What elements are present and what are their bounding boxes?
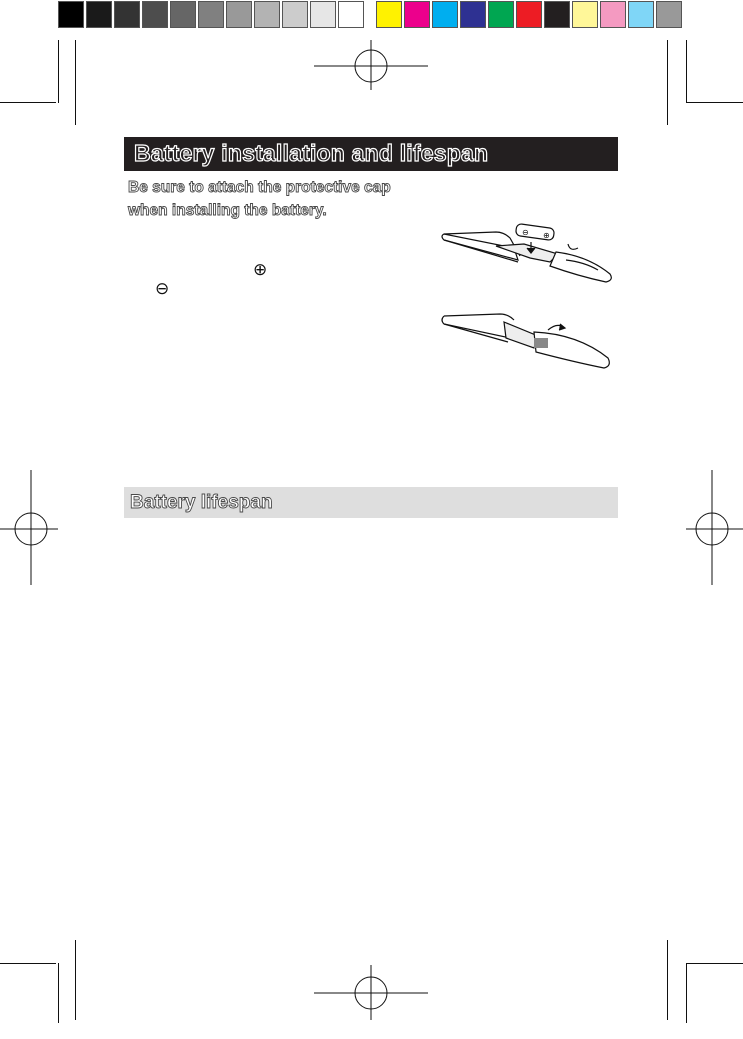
svg-text:⊕: ⊕ bbox=[543, 231, 550, 240]
battery-insert-illustration bbox=[438, 218, 618, 290]
section-title: Battery installation and lifespan bbox=[134, 140, 489, 166]
svg-text:⊖: ⊖ bbox=[522, 228, 529, 237]
battery-lifespan-title: Battery lifespan bbox=[130, 492, 273, 513]
battery-lifespan-header bbox=[124, 487, 618, 518]
note-line-2: when installing the battery. bbox=[128, 202, 327, 219]
note-line-1: Be sure to attach the protective cap bbox=[128, 179, 391, 196]
minus-pole-symbol: ⊖ bbox=[155, 279, 170, 299]
section-header bbox=[124, 137, 618, 171]
caution-note bbox=[128, 176, 428, 222]
battery-close-illustration bbox=[438, 308, 618, 378]
plus-pole-symbol: ⊕ bbox=[253, 260, 268, 280]
